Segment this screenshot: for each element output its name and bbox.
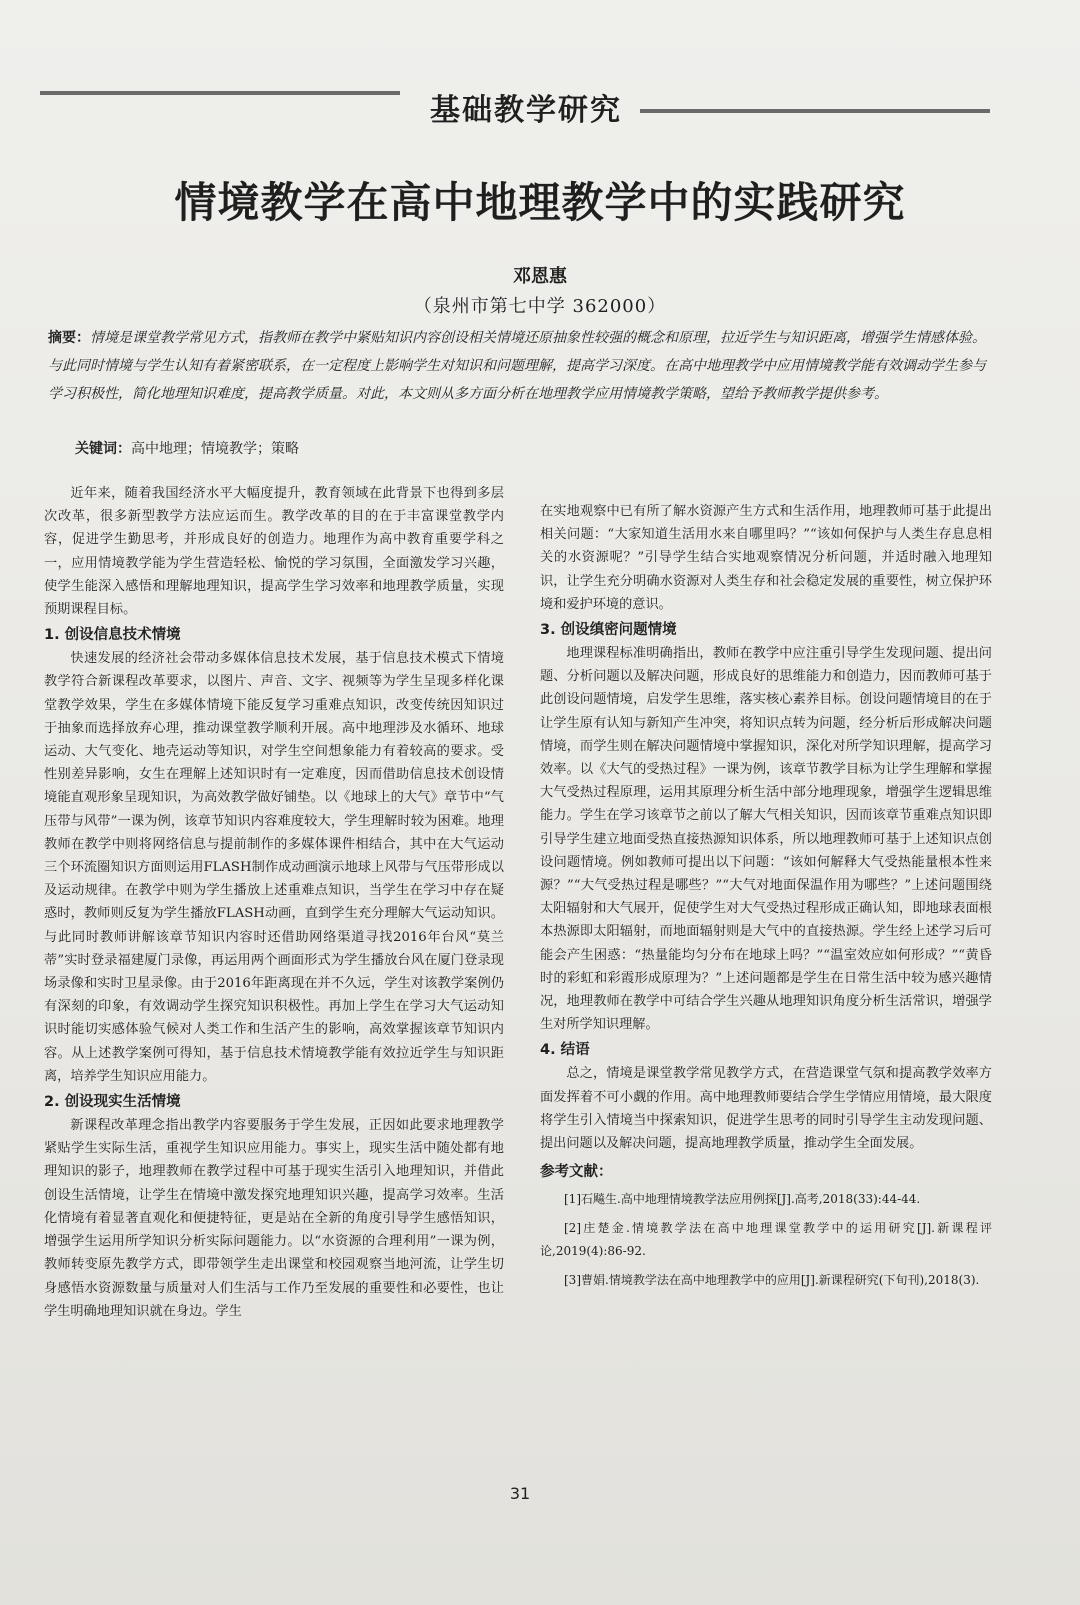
section-4-heading: 4. 结语: [540, 1042, 590, 1059]
intro-paragraph: 近年来，随着我国经济水平大幅度提升，教育领域在此背景下也得到多层次改革，很多新型教学方法应运而生。教学改革的目的在于丰富课堂教学内容，促进学生勤思考，并形成良好的创造力。地理作为高中教育重要学科之一，应用情境教学能为学生营造轻松、愉悦的学习氛围，全面激发学习兴趣，使学生能深入感悟和理解地理知识，提高学生学习效率和地理教学质量，实现预期课程目标。: [44, 486, 504, 618]
section-2-continued: 在实地观察中已有所了解水资源产生方式和生活作用，地理教师可基于此提出相关问题：“大家知道生活用水来自哪里吗？”“该如何保护与人类生存息息相关的水资源呢？”引导学生结合实地观察情况分析问题，并适时融入地理知识，让学生充分明确水资源对人类生存和社会稳定发展的重要性，树立保护环境和爱护环境的意识。: [540, 504, 992, 612]
section-header: [40, 85, 990, 135]
keywords-text: 高中地理；情境教学；策略: [131, 441, 299, 457]
section-1-heading: 1. 创设信息技术情境: [44, 627, 181, 644]
section-title: 基础教学研究: [430, 93, 622, 128]
header-rule-left: [40, 91, 400, 95]
reference-item: [2]庄楚金.情境教学法在高中地理课堂教学中的运用研究[J].新课程评论,2019(4):86-92.: [540, 1221, 992, 1259]
left-column: [44, 482, 504, 1323]
reference-item: [1]石飚生.高中地理情境教学法应用例探[J].高考,2018(33):44-44.: [564, 1192, 921, 1207]
section-4-paragraph: 总之，情境是课堂教学常见教学方式，在营造课堂气氛和提高教学效率方面发挥着不可小觑的作用。高中地理教师要结合学生学情应用情境，最大限度将学生引入情境当中探索知识，促进学生思考的同时引导学生主动发现问题、提出问题以及解决问题，提高地理教学质量，推动学生全面发展。: [540, 1066, 992, 1152]
page-number: 31: [509, 1484, 531, 1503]
reference-item: [3]曹娟.情境教学法在高中地理教学中的应用[J].新课程研究(下旬刊),2018(3).: [564, 1273, 980, 1288]
keywords-label: 关键词：: [75, 441, 131, 457]
right-column: [540, 500, 992, 1298]
references-heading: 参考文献：: [540, 1164, 613, 1181]
author-name: 邓恩惠: [513, 266, 567, 287]
abstract-label: 摘要：: [48, 330, 90, 346]
section-3-paragraph: 地理课程标准明确指出，教师在教学中应注重引导学生发现问题、提出问题、分析问题以及解决问题，形成良好的思维能力和创造力，因而教师可基于此创设问题情境，启发学生思维，落实核心素养目标。创设问题情境目的在于让学生原有认知与新知产生冲突，将知识点转为问题，经分析后形成解决问题情境，而学生则在解决问题情境中掌握知识，深化对所学知识理解，提高学习效率。以《大气的受热过程》一课为例，该章节教学目标为让学生理解和掌握大气受热过程原理，运用其原理分析生活中部分地理现象，增强学生逻辑思维能力。学生在学习该章节之前以了解大气相关知识，因而该章节重难点知识即引导学生建立地面受热直接热源知识体系，所以地理教师可基于上述知识点创设问题情境。例如教师可提出以下问题：“该如何解释大气受热能量根本性来源？”“大气受热过程是哪些？”“大气对地面保温作用为哪些？”上述问题围绕太阳辐射和大气展开，促使学生对大气受热过程形成正确认知，即地球表面根本热源即太阳辐射，而地面辐射则是大气中的直接热源。学生经上述学习后可能会产生困惑：“热量能均匀分布在地球上吗？”“温室效应如何形成？”“黄昏时的彩虹和彩霞形成原理为？”上述问题都是学生在日常生活中较为感兴趣情况，地理教师在教学中可结合学生兴趣从地理知识角度分析生活常识，增强学生对所学知识理解。: [540, 646, 992, 1033]
keywords: [75, 437, 975, 461]
abstract: [48, 324, 988, 408]
header-rule-right: [640, 109, 990, 113]
section-2-heading: 2. 创设现实生活情境: [44, 1094, 181, 1111]
section-1-paragraph: 快速发展的经济社会带动多媒体信息技术发展，基于信息技术模式下情境教学符合新课程改革要求，以图片、声音、文字、视频等为学生呈现多样化课堂教学效果，学生在多媒体情境下能反复学习重难点知识，改变传统因知识过于抽象而选择放弃心理，推动课堂教学顺利开展。高中地理涉及水循环、地球运动、大气变化、地壳运动等知识，对学生空间想象能力有着较高的要求。受性别差异影响，女生在理解上述知识时有一定难度，因而借助信息技术创设情境能直观形象呈现知识，为高效教学做好铺垫。以《地球上的大气》章节中“气压带与风带”一课为例，该章节知识内容难度较大，学生理解时较为困难。地理教师在教学中则将网络信息与提前制作的多媒体课件相结合，其中在大气运动三个环流圈知识方面则运用FLASH制作成动画演示地球上风带与气压带形成以及运动规律。在教学中则为学生播放上述重难点知识，当学生在学习中存在疑惑时，教师则反复为学生播放FLASH动画，直到学生充分理解大气运动知识。与此同时教师讲解该章节知识内容时还借助网络渠道寻找2016年台风“莫兰蒂”实时登录福建厦门录像，再运用两个画面形式为学生播放台风在厦门登录现场录像和实时卫星录像。由于2016年距离现在并不久远，学生对该教学案例仍有深刻的印象，有效调动学生探究知识积极性。再加上学生在学习大气运动知识时能切实感体验气候对人类工作和生活产生的影响，高效掌握该章节知识内容。从上述教学案例可得知，基于信息技术情境教学能有效拉近学生与知识距离，培养学生知识应用能力。: [44, 651, 504, 1084]
section-3-heading: 3. 创设缜密问题情境: [540, 622, 677, 639]
section-2-paragraph: 新课程改革理念指出教学内容要服务于学生发展，正因如此要求地理教学紧贴学生实际生活，重视学生知识应用能力。事实上，现实生活中随处都有地理知识的影子，地理教师在教学过程中可基于现实生活引入地理知识，并借此创设生活情境，让学生在情境中激发探究地理知识兴趣，提高学习效率。生活化情境有着显著直观化和便捷特征，更是站在全新的角度引导学生感悟知识，增强学生运用所学知识分析实际问题能力。以“水资源的合理利用”一课为例，教师转变原先教学方式，即带领学生走出课堂和校园观察当地河流，让学生切身感悟水资源数量与质量对人们生活与工作乃至发展的重要性和必要性，也让学生明确地理知识就在身边。学生: [44, 1118, 504, 1319]
author-affiliation: （泉州市第七中学 362000）: [413, 296, 667, 317]
article-title: 情境教学在高中地理教学中的实践研究: [174, 178, 906, 227]
abstract-text: 情境是课堂教学常见方式，指教师在教学中紧贴知识内容创设相关情境还原抽象性较强的概念和原理，拉近学生与知识距离，增强学生情感体验。与此同时情境与学生认知有着紧密联系，在一定程度上影响学生对知识和问题理解，提高学习深度。在高中地理教学中应用情境教学能有效调动学生参与学习积极性，简化地理知识难度，提高教学质量。对此，本文则从多方面分析在地理教学应用情境教学策略，望给予教师教学提供参考。: [48, 330, 986, 402]
